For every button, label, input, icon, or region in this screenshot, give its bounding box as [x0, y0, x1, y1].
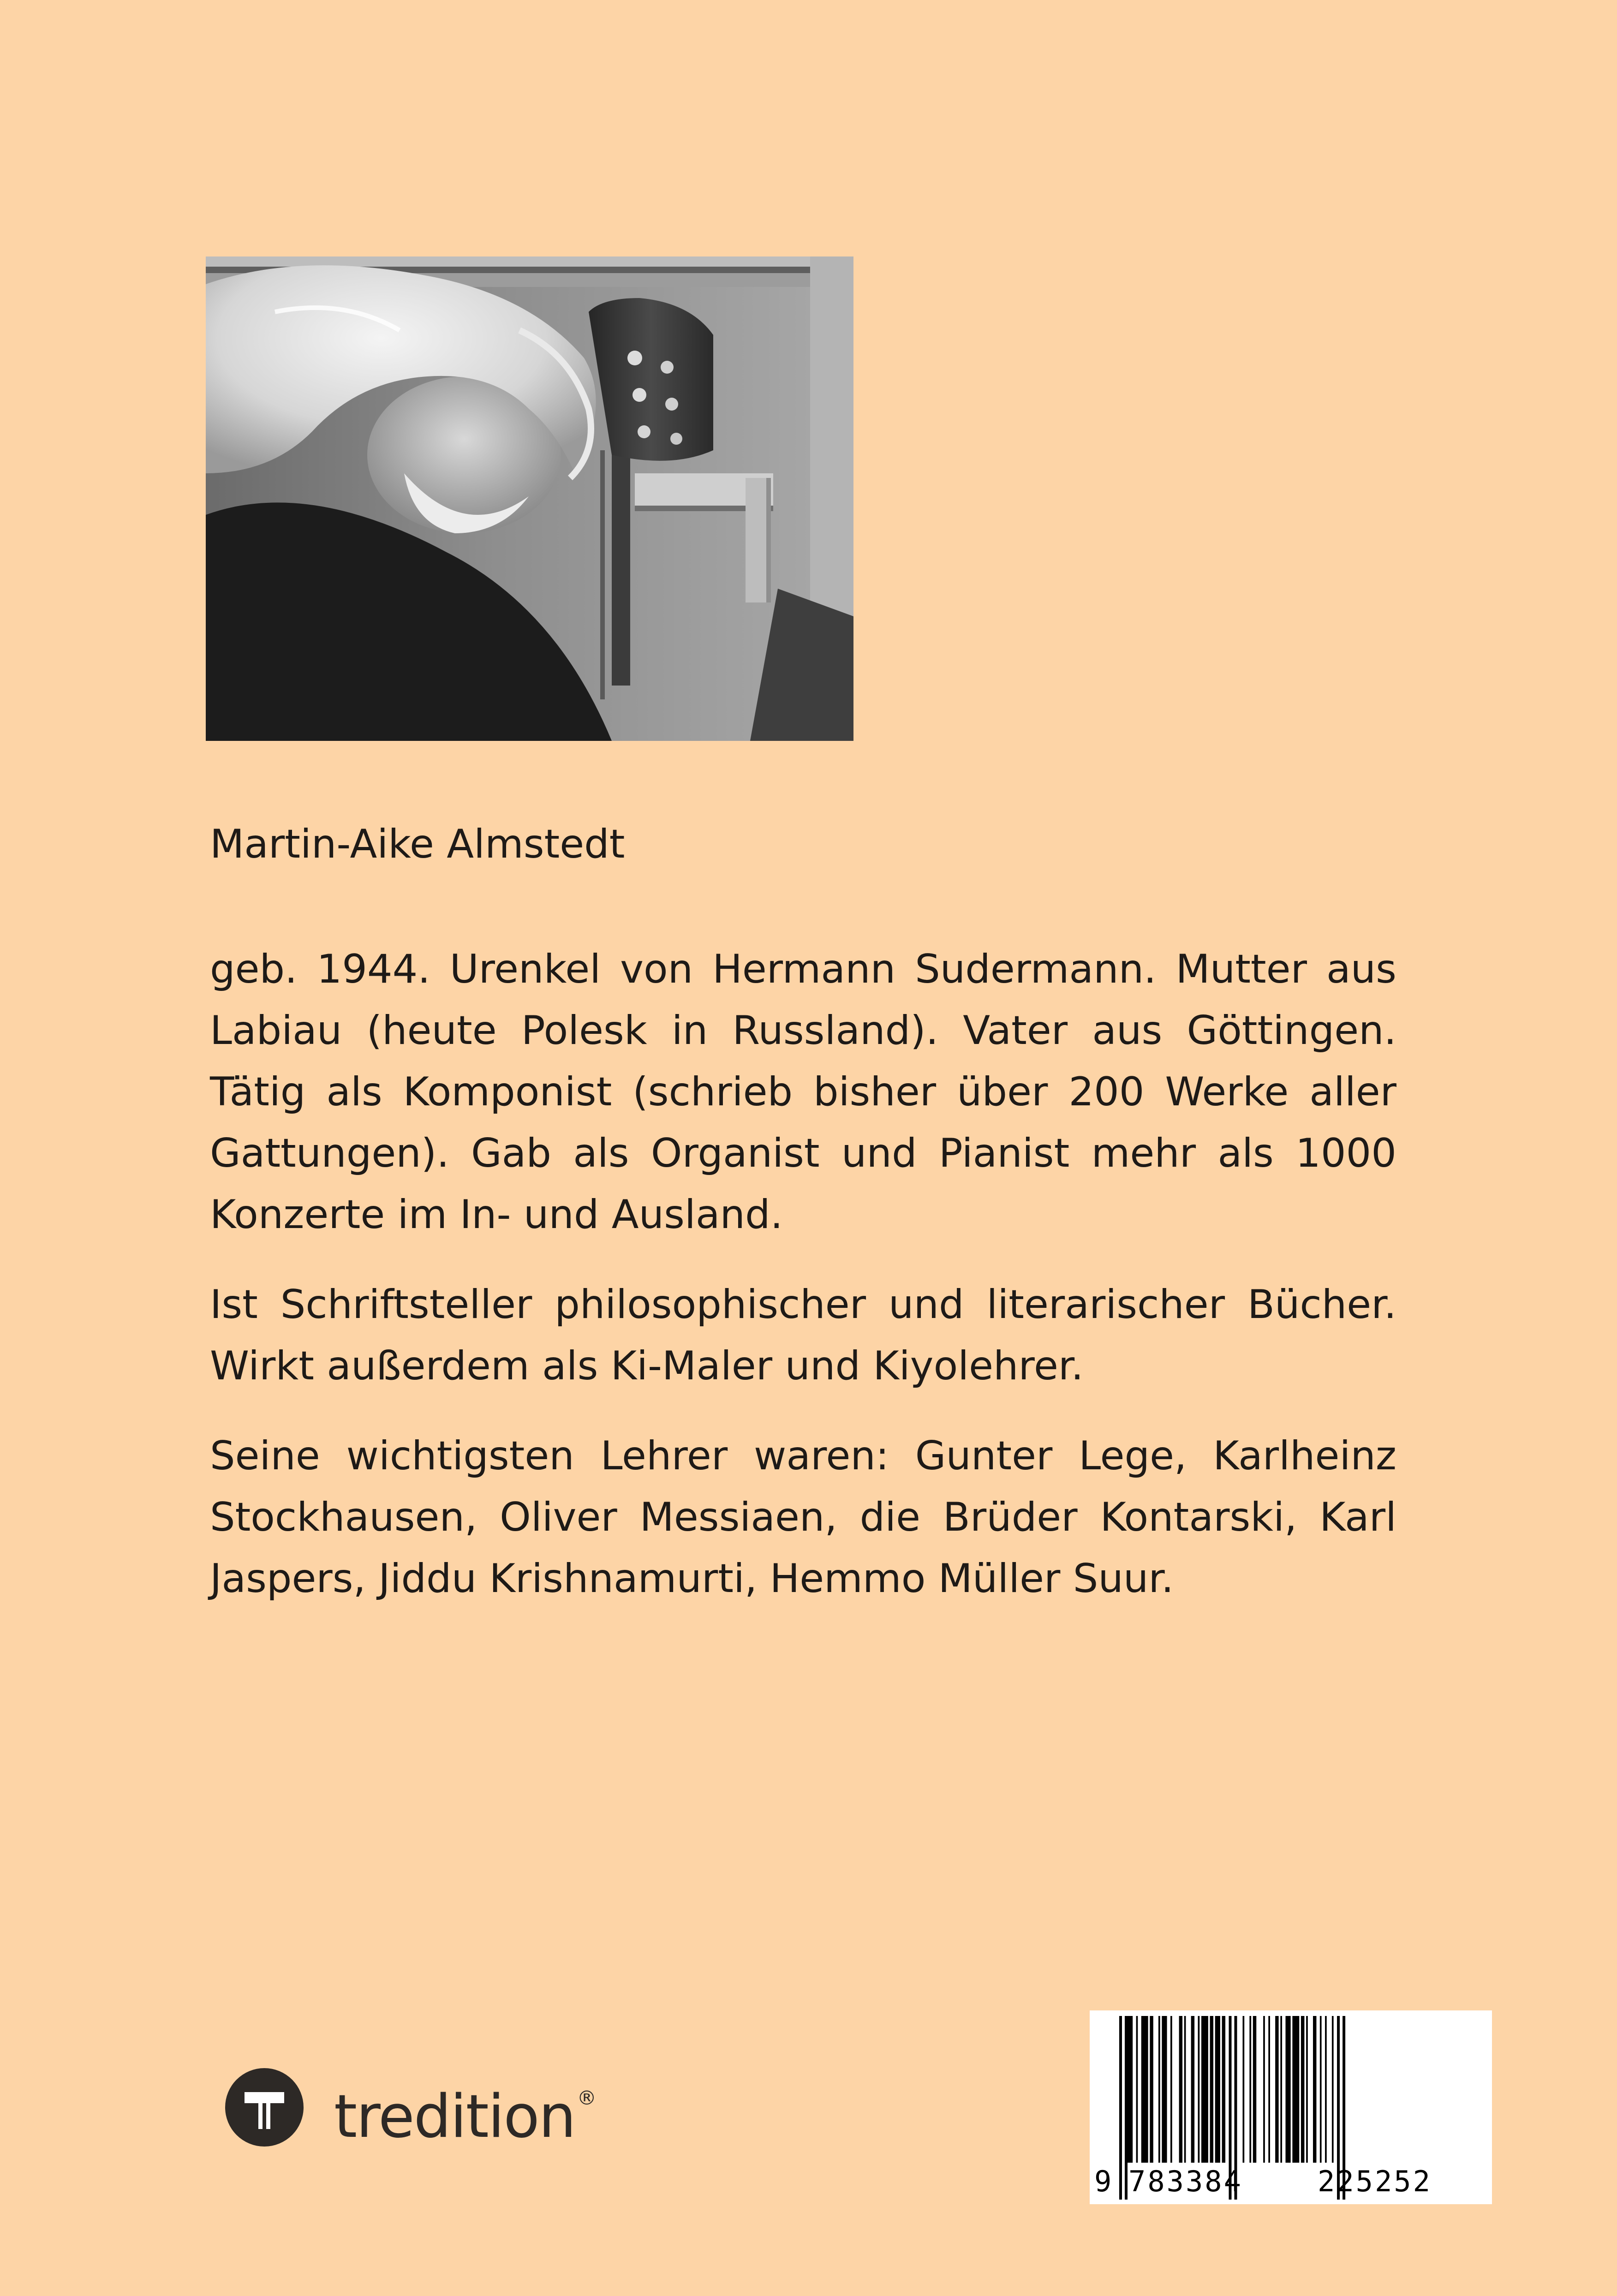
barcode-lead-digit: 9 — [1094, 2165, 1112, 2198]
barcode-bar — [1191, 2016, 1194, 2163]
barcode-bar — [1150, 2016, 1153, 2163]
barcode-bar — [1210, 2016, 1213, 2163]
barcode-bar — [1306, 2016, 1308, 2163]
isbn-barcode — [1090, 2010, 1492, 2204]
barcode-bar — [1263, 2016, 1265, 2163]
barcode-bar — [1158, 2016, 1160, 2163]
barcode-bar — [1242, 2016, 1244, 2163]
barcode-bar — [1141, 2016, 1148, 2163]
barcode-bar — [1292, 2016, 1299, 2163]
barcode-bar — [1268, 2016, 1270, 2163]
barcode-bar — [1301, 2016, 1304, 2163]
barcode-bar — [1313, 2016, 1316, 2163]
barcode-bar — [1280, 2016, 1282, 2163]
registered-mark: ® — [577, 2086, 596, 2109]
barcode-bar — [1184, 2016, 1186, 2163]
barcode-bar — [1201, 2016, 1208, 2163]
barcode-bar — [1325, 2016, 1327, 2163]
barcode-bar — [1275, 2016, 1278, 2163]
barcode-bar — [1179, 2016, 1182, 2163]
barcode-left-group: 783384 — [1128, 2165, 1243, 2198]
barcode-bar — [1136, 2016, 1138, 2163]
barcode-bar — [1249, 2016, 1251, 2163]
bio-paragraph: Seine wichtigsten Lehrer waren: Gunter Lege, Karlheinz Stockhausen, Oliver Messiaen, die Brüder Kontarski, Karl Jaspers, Jiddu Krishnamurti, Hemmo Müller Suur. — [210, 1433, 1396, 1602]
barcode-bar — [1222, 2016, 1225, 2163]
barcode-bar — [1285, 2016, 1290, 2163]
publisher-name: tredition — [334, 2082, 575, 2151]
barcode-bar — [1320, 2016, 1322, 2163]
author-photo — [206, 256, 853, 741]
barcode-bar — [1253, 2016, 1256, 2163]
bio-paragraph: geb. 1944. Urenkel von Hermann Sudermann. Mutter aus Labiau (heute Polesk in Russland). Vater aus Göttingen. Tätig als Komponist (schrieb bisher über 200 Werke aller Gattungen). Gab als Organist und Pianist mehr als 1000 Konzerte im In- und Ausland. — [210, 946, 1396, 1238]
barcode-bar — [1198, 2016, 1200, 2163]
barcode-bar — [1215, 2016, 1220, 2163]
barcode-right-group: 225252 — [1318, 2165, 1432, 2198]
barcode-bar — [1128, 2016, 1133, 2163]
barcode-bar — [1162, 2016, 1167, 2163]
tredition-t-logo-icon — [225, 2068, 304, 2147]
barcode-bar — [1170, 2016, 1172, 2163]
bio-paragraph: Ist Schriftsteller philosophischer und literarischer Bücher. Wirkt außerdem als Ki-Maler und Kiyolehrer. — [210, 1282, 1396, 1389]
publisher-wordmark — [334, 2063, 596, 2152]
author-bio — [210, 939, 1396, 1638]
author-name: Martin-Aike Almstedt — [210, 821, 625, 867]
barcode-bar — [1332, 2016, 1334, 2163]
barcode-digits — [1090, 2165, 1492, 2198]
publisher-logo — [225, 2068, 596, 2151]
